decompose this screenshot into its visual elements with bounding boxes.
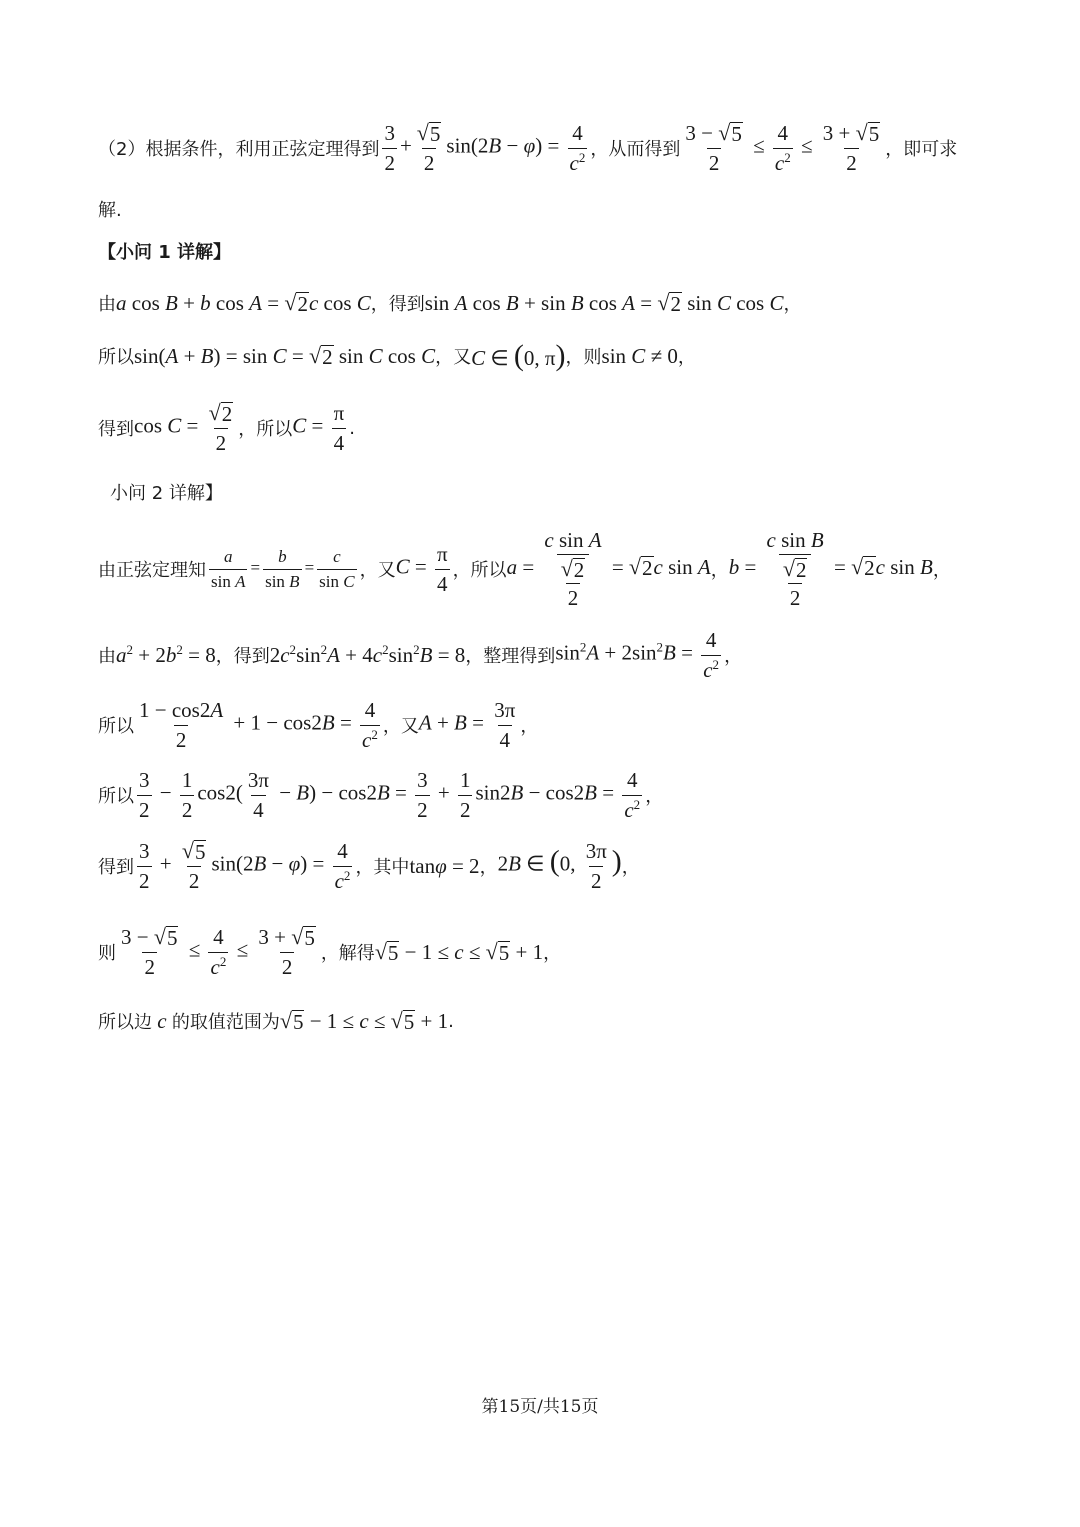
part1-line-3 — [98, 398, 990, 458]
p2l1-c: ，所以 — [452, 560, 507, 581]
part2-line-2 — [98, 626, 990, 684]
part1-title-line — [98, 238, 990, 264]
part2-title: 小问 2 详解】 — [110, 483, 223, 504]
p1l3-a: 得到 — [98, 419, 134, 440]
p2l3-b: ，又 — [382, 716, 419, 737]
p1l2-a: 所以 — [98, 347, 134, 368]
p2l3-c: ， — [520, 716, 539, 737]
p2l5-formula-3: 2B ∈ (0, $\frac{3\pi}{2}$ ) — [497, 839, 622, 893]
solution-hint-line — [98, 118, 990, 178]
p2l5-d: ， — [621, 857, 640, 878]
p1l1-formula-2: sin A cos B + sin B cos A = √ 2 sin C cos C — [424, 289, 784, 316]
p2l7-b: 的取值范围为 — [171, 1012, 280, 1033]
hint-cont-text: 解. — [98, 200, 122, 221]
p1l2-formula-3: sin C ≠ 0 — [601, 343, 678, 368]
part2-line-5 — [98, 836, 990, 896]
p1l1-formula-1: a cos B + b cos A = √ 2 c cos C — [116, 289, 371, 316]
p2l6-c: ， — [543, 943, 562, 964]
p2l5-formula-2: tanφ = 2 — [409, 853, 480, 878]
p1l1-a: 由 — [98, 294, 116, 315]
p2l1-d: ， — [710, 560, 729, 581]
p2l1-e: ， — [932, 560, 951, 581]
p1l2-d: ， — [677, 347, 696, 368]
p2l5-formula-1: $\frac{3}{2}$ + √ 5 2 sin(2B − φ) = $\frac{4}{c^2}$ — [139, 838, 351, 893]
p2l1-formula-2: C = $\frac{\pi}{4}$ — [395, 542, 448, 596]
p2l4-a: 所以 — [98, 786, 134, 807]
part2-line-7 — [98, 1006, 990, 1036]
hint-continuation — [98, 196, 990, 222]
p2l2-formula-1: $a^2 + 2b^2 = 8$ — [116, 642, 216, 667]
hint-mid: ，从而得到 — [590, 139, 681, 160]
p2l1-formula-1: $\frac{a}{\text{sin A}}$ = $\frac{b}{\text{sin B}}$ = $\frac{c}{\text{sin C}}$ — [211, 546, 355, 591]
p2l2-b: ，得到 — [215, 646, 270, 667]
p1l2-c: ，则 — [565, 347, 602, 368]
p2l6-formula-2: √ 5 − 1 ≤ c ≤ √ 5 + 1 — [374, 938, 544, 965]
p2l2-a: 由 — [98, 646, 116, 667]
part1-line-1 — [98, 288, 990, 318]
p1l2-formula-2: C ∈ (0, π) — [471, 339, 566, 372]
p2l3-formula-1: $\frac{1 - \cos 2A}{2}$ + 1 − cos2B = $\frac{4}{c^2}$ — [139, 698, 378, 752]
p1l3-b: ，所以 — [238, 419, 293, 440]
p1l3-c: . — [349, 417, 355, 439]
p2l2-formula-3: $\sin^2A + 2\sin^2B$ = $\frac{4}{c^2}$ — [555, 628, 720, 682]
p2l3-formula-2: A + B = $\frac{3\pi}{4}$ — [418, 698, 516, 752]
p2l5-a: 得到 — [98, 857, 134, 878]
p1l2-formula-1: sin(A + B) = sin C = √ 2 sin C cos C — [134, 342, 436, 369]
part1-line-2 — [98, 340, 990, 372]
part2-title-line — [110, 479, 990, 505]
part2-line-4 — [98, 766, 990, 824]
p2l7-c: . — [448, 1010, 454, 1032]
p2l2-d: ， — [724, 646, 743, 667]
p2l4-b: ， — [645, 786, 664, 807]
p1l2-b: ，又 — [435, 347, 472, 368]
hint-formula-1: $\frac{3}{2}$ + √ 5 2 sin(2B − φ) = $\frac{4}{c^2}$ — [384, 120, 586, 175]
p2l7-a: 所以边 — [98, 1012, 152, 1033]
p1l1-b: ，得到 — [370, 294, 425, 315]
hint-formula-2: 3 − √ 5 2 ≤ $\frac{4}{c^2}$ ≤ 3 + √ 5 2 — [685, 120, 880, 175]
p2l4-formula-1: $\frac{3}{2}$ − $\frac{1}{2}$ cos2( $\frac{3\pi}{4}$ − B) − cos2B = $\frac{3}{2}$ + $\frac{1}{2}$ sin2B − cos2B = $\frac{4}{c^2}$ — [139, 768, 641, 822]
page-footer: 第15页/共15页 — [481, 1397, 599, 1417]
hint-prefix: （2）根据条件，利用正弦定理得到 — [98, 139, 380, 160]
p2l3-a: 所以 — [98, 716, 134, 737]
p1l1-c: ， — [783, 294, 802, 315]
p2l6-a: 则 — [98, 943, 116, 964]
p2l7-var-c: c — [152, 1008, 172, 1033]
part2-line-3 — [98, 696, 990, 754]
p1l3-formula-2: C = $\frac{\pi}{4}$ — [292, 401, 345, 455]
p2l6-b: ，解得 — [320, 943, 375, 964]
p2l1-b: ，又 — [359, 560, 396, 581]
p2l1-a: 由正弦定理知 — [98, 560, 206, 581]
p2l1-formula-3: a = c sin A √ 2 2 = √ 2 c sin A — [506, 527, 711, 611]
p2l5-c: ， — [479, 857, 498, 878]
p2l2-formula-2: $2c^2\sin^2A + 4c^2\sin^2B = 8$ — [269, 642, 466, 667]
part2-line-1 — [98, 526, 990, 612]
p1l3-formula-1: cos C = √ 2 2 — [134, 400, 233, 455]
hint-suffix: ，即可求 — [885, 139, 958, 160]
p2l6-formula-1: 3 − √ 5 2 ≤ $\frac{4}{c^2}$ ≤ 3 + √ 5 2 — [121, 924, 315, 979]
p2l2-c: ，整理得到 — [465, 646, 556, 667]
part2-line-6 — [98, 922, 990, 982]
p2l7-formula-1: √ 5 − 1 ≤ c ≤ √ 5 + 1 — [279, 1007, 449, 1034]
p2l1-formula-4: b = c sin B √ 2 2 = √ 2 c sin B — [728, 527, 933, 611]
part1-title: 【小问 1 详解】 — [98, 242, 232, 263]
p2l5-b: ，其中 — [355, 857, 410, 878]
